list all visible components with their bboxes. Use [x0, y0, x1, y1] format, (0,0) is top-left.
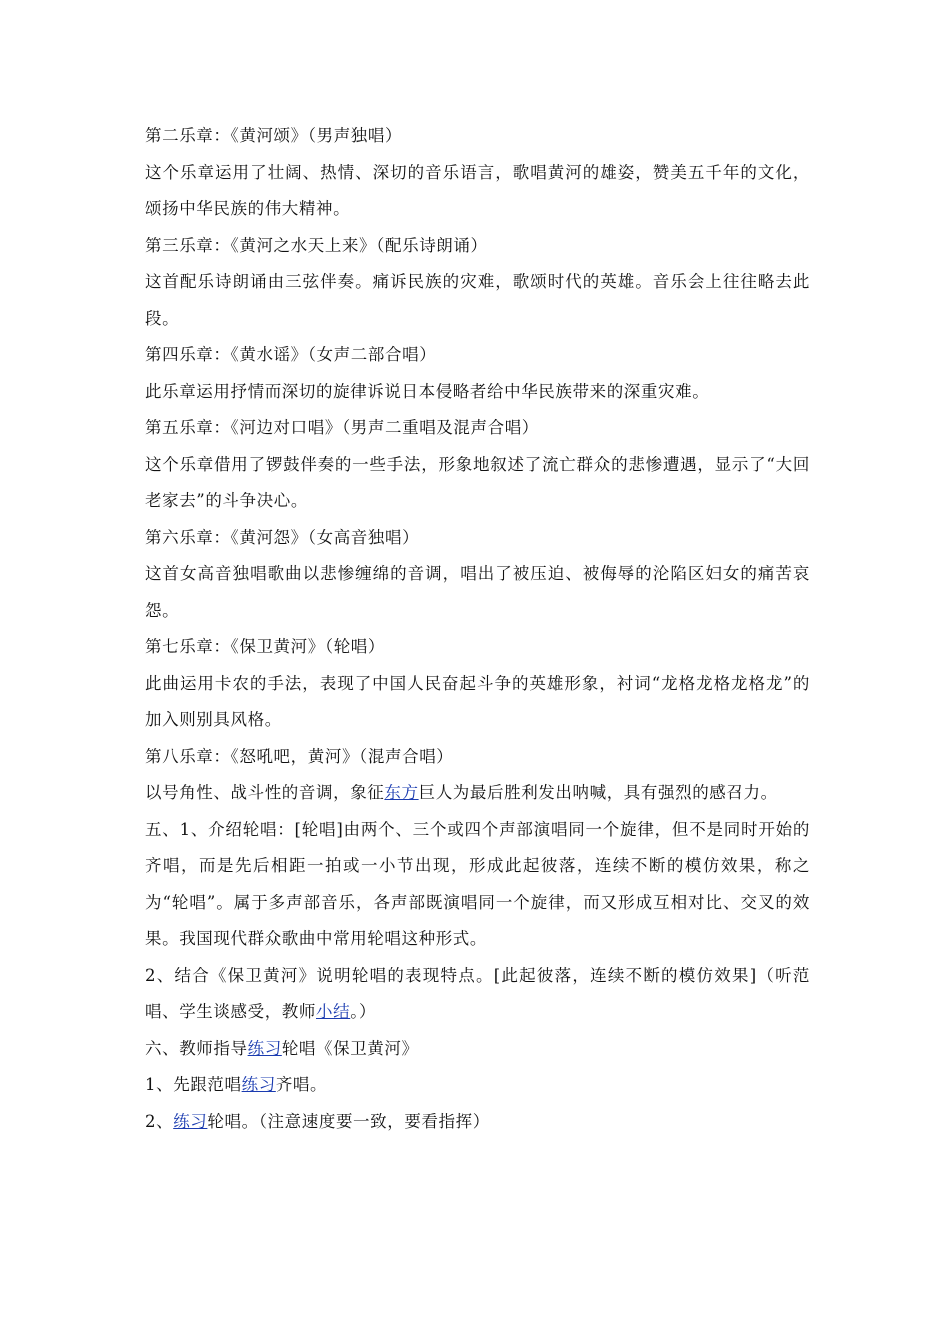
inline-link[interactable]: 练习: [173, 1111, 208, 1131]
text-run: 巨人为最后胜利发出呐喊，具有强烈的感召力。: [418, 783, 778, 802]
text-run: 第二乐章：《黄河颂》（男声独唱）: [145, 126, 403, 145]
section-heading: [145, 1104, 810, 1141]
text-run: 这个乐章运用了壮阔、热情、深切的音乐语言，歌唱黄河的雄姿，赞美五千年的文化，颂扬中华民族的伟大精神。: [145, 162, 810, 218]
text-run: 第三乐章：《黄河之水天上来》（配乐诗朗诵）: [145, 235, 488, 255]
paragraph: [145, 812, 810, 958]
section-heading: [145, 629, 810, 666]
section-heading: [145, 410, 810, 447]
inline-link[interactable]: 练习: [241, 1075, 276, 1094]
section-heading: [145, 337, 810, 374]
text-run: 轮唱《保卫黄河》: [281, 1038, 419, 1058]
section-heading: [145, 1067, 810, 1104]
document-body: [145, 118, 810, 1140]
inline-link[interactable]: 小结: [316, 1002, 351, 1021]
paragraph: [145, 666, 810, 739]
paragraph: [145, 374, 810, 411]
section-heading: [145, 118, 810, 155]
text-run: 。）: [350, 1002, 377, 1021]
text-run: 这个乐章借用了锣鼓伴奏的一些手法，形象地叙述了流亡群众的悲惨遭遇，显示了“大回老家去”的斗争决心。: [145, 454, 810, 510]
paragraph: [145, 264, 810, 337]
text-run: 第七乐章：《保卫黄河》（轮唱）: [145, 637, 385, 656]
text-run: 此乐章运用抒情而深切的旋律诉说日本侵略者给中华民族带来的深重灾难。: [145, 381, 710, 401]
text-run: 这首配乐诗朗诵由三弦伴奏。痛诉民族的灾难，歌颂时代的英雄。音乐会上往往略去此段。: [145, 272, 810, 328]
text-run: 第六乐章：《黄河怨》（女高音独唱）: [145, 527, 420, 547]
text-run: 此曲运用卡农的手法，表现了中国人民奋起斗争的英雄形象，衬词“龙格龙格龙格龙”的加入则别具风格。: [145, 673, 810, 729]
section-heading: [145, 739, 810, 776]
section-heading: [145, 1031, 810, 1068]
text-run: 第四乐章：《黄水谣》（女声二部合唱）: [145, 345, 437, 364]
text-run: 这首女高音独唱歌曲以悲惨缠绵的音调，唱出了被压迫、被侮辱的沦陷区妇女的痛苦哀怨。: [145, 564, 810, 620]
paragraph: [145, 155, 810, 228]
text-run: 以号角性、战斗性的音调，象征: [145, 783, 385, 802]
section-heading: [145, 520, 810, 557]
paragraph: [145, 447, 810, 520]
text-run: 第八乐章：《怒吼吧，黄河》（混声合唱）: [145, 746, 454, 766]
paragraph: [145, 775, 810, 812]
section-heading: [145, 228, 810, 265]
text-run: 齐唱。: [275, 1075, 328, 1094]
paragraph: [145, 556, 810, 629]
inline-link[interactable]: 东方: [384, 783, 419, 802]
text-run: 2、: [145, 1111, 174, 1131]
inline-link[interactable]: 练习: [247, 1038, 282, 1058]
text-run: 2、结合《保卫黄河》说明轮唱的表现特点。[此起彼落，连续不断的模仿效果]（听范唱、学生谈感受，教师: [145, 965, 810, 1021]
text-run: 轮唱。（注意速度要一致，要看指挥）: [207, 1111, 490, 1131]
paragraph: [145, 958, 810, 1031]
text-run: 六、教师指导: [145, 1038, 248, 1058]
text-run: 第五乐章：《河边对口唱》（男声二重唱及混声合唱）: [145, 418, 539, 437]
text-run: 1、先跟范唱: [145, 1075, 242, 1094]
text-run: 五、1、介绍轮唱：[轮唱]由两个、三个或四个声部演唱同一个旋律，但不是同时开始的齐唱，而是先后相距一拍或一小节出现，形成此起彼落，连续不断的模仿效果，称之为“轮唱”。属于多声部音乐，各声部既演唱同一个旋律，而又形成互相对比、交叉的效果。我国现代群众歌曲中常用轮唱这种形式。: [145, 819, 810, 948]
